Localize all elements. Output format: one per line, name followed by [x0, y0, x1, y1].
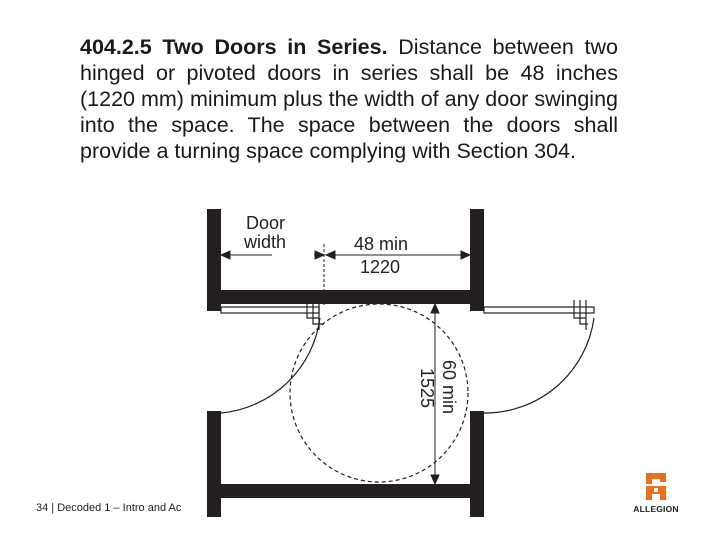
right-wall-lower	[470, 411, 484, 517]
door-leaves	[221, 300, 594, 330]
left-door-jamb	[307, 300, 324, 330]
right-door-leaf	[484, 307, 594, 313]
slide-footer: 34 | Decoded 1 – Intro and Ac	[36, 502, 182, 514]
left-door-swing-arc	[221, 318, 320, 413]
right-door-swing-arc	[484, 318, 594, 413]
left-door-leaf	[221, 307, 319, 313]
door-width-label-line1: Door	[246, 213, 286, 233]
vertical-dim-line1: 60 min	[439, 360, 459, 415]
upper-crosswall	[207, 290, 484, 304]
vertical-dim-line2: 1525	[417, 368, 437, 409]
section-heading: 404.2.5 Two Doors in Series.	[80, 35, 388, 59]
brand-name: ALLEGION	[633, 504, 679, 514]
door-width-label-line2: width	[244, 232, 287, 252]
door-swings	[221, 318, 594, 413]
horizontal-dim-line1: 48 min	[354, 234, 409, 254]
left-wall-lower	[207, 411, 221, 517]
horizontal-dim-line2: 1220	[360, 257, 401, 277]
right-door-jamb	[574, 300, 588, 330]
section-body: Distance between two hinged or pivoted doors in series shall be 48 inches (1220 mm) minimum plus the width of any door swinging into the space. The space between the doors shall provide a turning space complying with Section 304.	[80, 35, 619, 163]
lower-crosswall	[207, 484, 484, 498]
